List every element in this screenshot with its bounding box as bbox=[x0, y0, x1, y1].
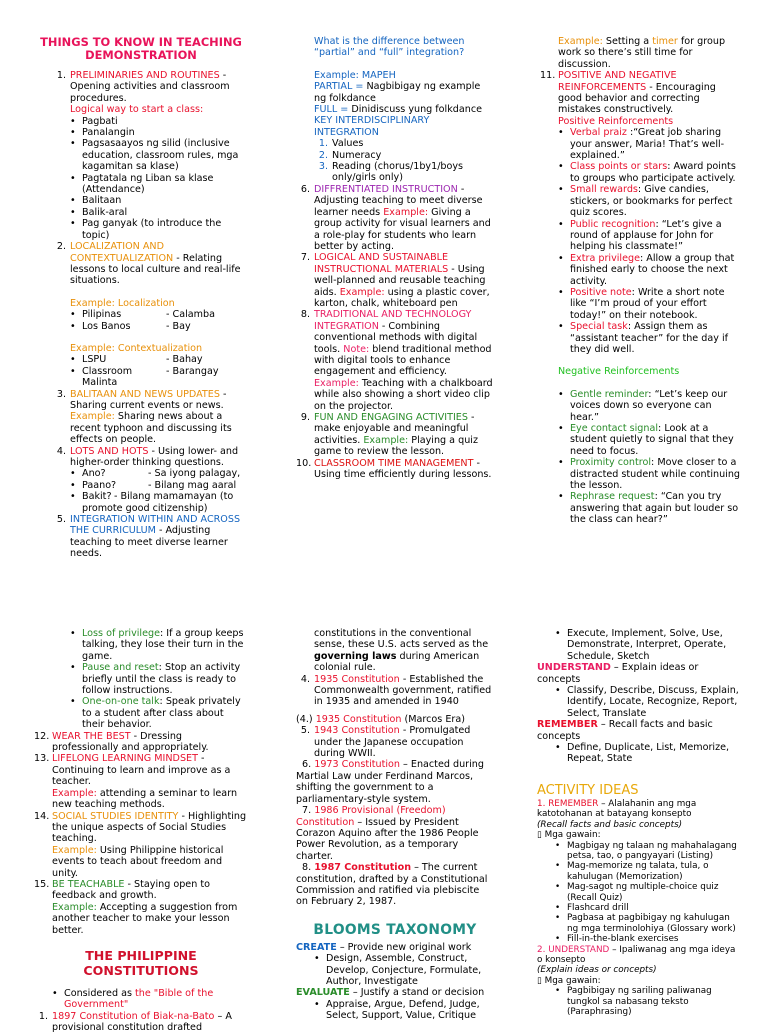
list-item: • Pagbasa at pagbibigay ng kahulugan ng mga terminolohiya (Glossary work) bbox=[555, 913, 742, 934]
item-heading: SOCIAL STUDIES IDENTITY bbox=[52, 810, 179, 822]
list-item: • Ano? - Sa iyong palagay, bbox=[70, 468, 248, 479]
list-item: • Mag-sagot ng multiple-choice quiz (Recall Quiz) bbox=[555, 882, 742, 903]
section-heading: BLOOMS TAXONOMY bbox=[313, 921, 477, 938]
item-heading: LIFELONG LEARNING MINDSET bbox=[52, 753, 198, 765]
page-title: THINGS TO KNOW IN TEACHING DEMONSTRATION bbox=[40, 35, 242, 62]
positive-list bbox=[558, 127, 742, 355]
list-item: • Execute, Implement, Solve, Use, Demonstrate, Interpret, Operate, Schedule, Sketch bbox=[555, 628, 742, 662]
list-item: • Pag ganyak (to introduce the topic) bbox=[70, 218, 248, 241]
negative-list bbox=[558, 389, 742, 526]
col-top-left bbox=[34, 35, 248, 560]
list-item: 1. Values bbox=[318, 138, 364, 150]
tips-list bbox=[52, 70, 248, 560]
item-heading: POSITIVE AND NEGATIVE REINFORCEMENTS bbox=[558, 70, 677, 93]
list-item: • Pause and reset: Stop an activity briefly until the class is ready to follow instructions. bbox=[70, 662, 248, 696]
col-bottom-right: • Execute, Implement, Solve, Use, Demonstrate, Interpret, Operate, Schedule, Sketch UNDERSTAND – Explain ideas or concepts • Classify, Describe, Discuss, Explain, Identify, Locate, Recognize, Report, Select, Translate REMEMBER – Recall facts and basic concepts • Define, Duplicate, List, Memorize, Repeat, State ACTIVITY IDEAS 1. REMEMBER – Alalahanin ang mga katotohanan at batayang konsepto (Recall facts and basic concepts) ▯ Mga gawain: • Magbigay ng talaan ng mahahalagang petsa, tao, o pangyayari (Listing) • Mag-memorize ng talata, tula, o kahulugan (Memorization) • Mag-sagot ng multiple-choice quiz (Recall Quiz) • Flashcard drill • Pagbasa at pagbibigay ng kahulugan ng mga terminolohiya (Glossary work) • Fill-in-the-blank exercises 2. UNDERSTAND – Ipaliwanag ang mga ideya o konsepto (Explain ideas or concepts) ▯ Mga gawain: • Pagbibigay ng sariling paliwanag tungkol sa nabasang teksto (Paraphrasing) bbox=[537, 628, 742, 1024]
section-heading: ACTIVITY IDEAS bbox=[537, 782, 639, 798]
bullet-list bbox=[70, 468, 248, 514]
bullet-list bbox=[70, 309, 248, 332]
list-item: • Magbigay ng talaan ng mahahalagang petsa, tao, o pangyayari (Listing) bbox=[555, 841, 742, 862]
item-subheading: Logical way to start a class: bbox=[70, 104, 204, 116]
item-heading: PRELIMINARIES AND ROUTINES bbox=[70, 70, 220, 81]
list-item: 5. 1943 Constitution - Promulgated under the Japanese occupation during WWII. bbox=[300, 725, 471, 760]
list-item: 12. WEAR THE BEST - Dressing professionally and appropriately. bbox=[34, 730, 209, 754]
list-item: 9. FUN AND ENGAGING ACTIVITIES - make enjoyable and meaningful activities. Example: Playing a quiz game to review the lesson. bbox=[300, 412, 478, 458]
item-heading: WEAR THE BEST bbox=[52, 730, 131, 742]
col-top-right: Example: Setting a timer for group work so there’s still time for discussion. 11. POSITIVE AND NEGATIVE REINFORCEMENTS - Encouraging good behavior and correcting mistakes constructively. Positive Reinforcements • Verbal praiz :“Great job sharing your answer, Maria! That’s well-explained.” • Class points or stars: Award points to groups who participate actively. • Small rewards: Give candies, stickers, or bookmarks for perfect quiz scores. • Public recognition: “Let’s give a round of applause for John for helping his classmate!” • Extra privilege: Allow a group that finished early to choose the next activity. • Positive note: Write a short note like “I’m proud of your effort today!” on their notebook. • Special task: Assign them as “assistant teacher” for the day if they did well. Negative Reinforcements • Gentle reminder: “Let’s keep our voices down so everyone can hear.” • Eye contact signal: Look at a student quietly to signal that they need to focus. • Proximity control: Move closer to a distracted student while continuing the lesson. • Rephrase request: “Can you try answering that again but louder so the class can hear?” bbox=[540, 36, 742, 556]
list-item: 14. SOCIAL STUDIES IDENTITY - Highlighting the unique aspects of Social Studies teaching. Example: Using Philippine historical events to teach about freedom and unity. bbox=[34, 810, 247, 879]
item-heading: FUN AND ENGAGING ACTIVITIES bbox=[314, 412, 468, 423]
list-item: • Design, Assemble, Construct, Develop, Conjecture, Formulate, Author, Investigate bbox=[314, 953, 494, 987]
list-item: • Define, Duplicate, List, Memorize, Repeat, State bbox=[555, 742, 742, 765]
list-item: 8. TRADITIONAL AND TECHNOLOGY INTEGRATION - Combining conventional methods with digital tools. Note: blend traditional method with digital tools to enhance engagement and efficiency. Example: Teaching with a chalkboard while also showing a short video clip on the projector. bbox=[300, 309, 493, 412]
list-item: 1. 1897 Constitution of Biak-na-Bato – A provisional constitution drafted bbox=[38, 1010, 232, 1034]
constitution-list bbox=[296, 674, 494, 708]
tips-list-cont bbox=[34, 731, 248, 936]
list-item: 15. BE TEACHABLE - Staying open to feedback and growth. Example: Accepting a suggestion from another teacher to make your lesson better. bbox=[34, 878, 238, 936]
list-item: • Pagbati bbox=[70, 116, 248, 127]
section-heading: THE PHILIPPINE CONSTITUTIONS bbox=[83, 947, 199, 978]
bullet-list bbox=[537, 986, 742, 1007]
bullet-list bbox=[537, 628, 742, 662]
list-item: • LSPU - Bahay bbox=[70, 354, 248, 365]
list-item: • Pagsasaayos ng silid (inclusive education, classroom rules, mga kagamitan sa klase) bbox=[70, 138, 248, 172]
list-item: • Mag-memorize ng talata, tula, o kahulugan (Memorization) bbox=[555, 861, 742, 882]
item-heading: LOTS AND HOTS bbox=[70, 445, 149, 457]
item-heading: LOCALIZATION AND CONTEXTUALIZATION bbox=[70, 241, 174, 264]
list-item: 2. Numeracy bbox=[318, 149, 382, 161]
list-item: • Eye contact signal: Look at a student quietly to signal that they need to focus. bbox=[558, 423, 742, 457]
list-item: • Gentle reminder: “Let’s keep our voices down so everyone can hear.” bbox=[558, 389, 742, 423]
list-item: 10. CLASSROOM TIME MANAGEMENT - Using time efficiently during lessons. bbox=[296, 457, 492, 481]
item-heading: INTEGRATION WITHIN AND ACROSS THE CURRICULUM bbox=[70, 514, 241, 537]
col-bottom-middle: constitutions in the conventional sense, these U.S. acts served as the governing laws during American colonial rule. 4. 1935 Constitution - Established the Commonwealth government, ratified in 1935 and amended in 1940 (4.) 1935 Constitution (Marcos Era) 5. 1943 Constitution - Promulgated under the Japanese occupation during WWII. 6. 1973 Constitution – Enacted during Martial Law under Ferdinand Marcos, shifting the government to a parliamentary-style system. 7. 1986 Provisional (Freedom) Constitution – Issued by President Corazon Aquino after the 1986 People Power Revolution, as a temporary charter. 8. 1987 Constitution – The current constitution, drafted by a Constitutional Commission and ratified via plebiscite on February 2, 1987. BLOOMS TAXONOMY CREATE – Provide new original work • Design, Assemble, Construct, Develop, Conjecture, Formulate, Author, Investigate EVALUATE – Justify a stand or decision • Appraise, Argue, Defend, Judge, Select, Support, Value, Critique bbox=[296, 628, 494, 1024]
bullet-list bbox=[34, 628, 248, 731]
list-item: • Extra privilege: Allow a group that finished early to choose the next activity. bbox=[558, 253, 742, 287]
list-item: 2. LOCALIZATION AND CONTEXTUALIZATION - Relating lessons to local culture and real-life situations. Example: Localization • Pilipinas - Calamba • Los Banos - Bay Example: Contextualization • LSPU - Bahay • Classroom - Barangay Malinta bbox=[52, 241, 248, 388]
list-item: • Considered as the "Bible of the Government" bbox=[52, 988, 248, 1011]
col-top-middle: What is the difference between “partial” and “full” integration? Example: MAPEH PARTIAL = Nagbibigay ng example ng folkdance FULL = Dinidiscuss yung folkdance KEY INTERDISCIPLINARY INTEGRATION 1. Values 2. Numeracy 3. Reading (chorus/1by1/boys only/girls only) 6. DIFFRENTIATED INSTRUCTION - Adjusting teaching to meet diverse learner needs Example: Giving a group activity for visual learners and a role-play for students who learn better by acting. 7. LOGICAL AND SUSTAINABLE INSTRUCTIONAL MATERIALS - Using well-planned and reusable teaching aids. Example: using a plastic cover, karton, chalk, whiteboard pen 8. TRADITIONAL AND TECHNOLOGY INTEGRATION - Combining conventional methods with digital tools. Note: blend traditional method with digital tools to enhance engagement and efficiency. Example: Teaching with a chalkboard while also showing a short video clip on the projector. 9. FUN AND ENGAGING ACTIVITIES - make enjoyable and meaningful activities. Example: Playing a quiz game to review the lesson. 10. CLASSROOM TIME MANAGEMENT - Using time efficiently during lessons. bbox=[296, 36, 493, 481]
list-item: • Proximity control: Move closer to a distracted student while continuing the lesson. bbox=[558, 457, 742, 491]
list-item: 7. LOGICAL AND SUSTAINABLE INSTRUCTIONAL MATERIALS - Using well-planned and reusable teaching aids. Example: using a plastic cover, karton, chalk, whiteboard pen bbox=[300, 252, 490, 309]
bullet-list bbox=[70, 116, 248, 241]
tips-list-cont bbox=[296, 184, 494, 481]
list-item: • Positive note: Write a short note like “I’m proud of your effort today!” on their notebook. bbox=[558, 287, 742, 321]
constitution-list bbox=[296, 725, 494, 759]
list-item: • Classify, Describe, Discuss, Explain, Identify, Locate, Recognize, Report, Select, Translate bbox=[555, 685, 742, 719]
list-item: • Los Banos - Bay bbox=[70, 321, 248, 332]
col-bottom-left bbox=[34, 628, 248, 1034]
bullet-list bbox=[537, 742, 742, 765]
bullet-list bbox=[70, 354, 248, 388]
item-heading: BALITAAN AND NEWS UPDATES bbox=[70, 388, 220, 400]
list-item: • Paano? - Bilang mag aaral bbox=[70, 480, 248, 491]
list-item: • Balitaan bbox=[70, 195, 248, 206]
list-item: • Flashcard drill bbox=[555, 903, 742, 913]
list-item: 3. BALITAAN AND NEWS UPDATES - Sharing current events or news. Example: Sharing news about a recent typhoon and discussing its effects on people. bbox=[56, 388, 232, 446]
bullet-list bbox=[296, 999, 494, 1022]
list-item: • Special task: Assign them as “assistant teacher” for the day if they did well. bbox=[558, 321, 742, 355]
list-item: • Class points or stars: Award points to groups who participate actively. bbox=[558, 161, 742, 184]
list-item: 5. INTEGRATION WITHIN AND ACROSS THE CURRICULUM - Adjusting teaching to meet diverse learner needs. bbox=[56, 514, 241, 560]
list-item: 3. Reading (chorus/1by1/boys only/girls only) bbox=[318, 161, 464, 184]
list-item: 1. PRELIMINARIES AND ROUTINES - Opening activities and classroom procedures. Logical way to start a class: • Pagbati • Panalangin • Pagsasaayos ng silid (inclusive education, classroom rules, mga kagamitan sa klase) • Pagtatala ng Liban sa klase (Attendance) • Balitaan • Balik-aral • Pag ganyak (to introduce the topic) bbox=[52, 70, 248, 241]
item-heading: LOGICAL AND SUSTAINABLE INSTRUCTIONAL MATERIALS bbox=[314, 252, 449, 275]
list-item: • Verbal praiz :“Great job sharing your answer, Maria! That’s well-explained.” bbox=[558, 127, 742, 161]
list-item: • Small rewards: Give candies, stickers, or bookmarks for perfect quiz scores. bbox=[558, 184, 742, 218]
list-item: 4. 1935 Constitution - Established the Commonwealth government, ratified in 1935 and amended in 1940 bbox=[300, 673, 492, 708]
list-item: • One-on-one talk: Speak privately to a student after class about their behavior. bbox=[70, 696, 248, 730]
list-item: • Classroom - Barangay Malinta bbox=[70, 366, 248, 389]
list-item: 13. LIFELONG LEARNING MINDSET - Continuing to learn and improve as a teacher. Example: attending a seminar to learn new teaching methods. bbox=[34, 753, 238, 811]
list-item: • Pilipinas - Calamba bbox=[70, 309, 248, 320]
bullet-list bbox=[296, 953, 494, 987]
tips-list-cont bbox=[540, 70, 742, 525]
constitution-list bbox=[34, 1011, 248, 1034]
list-item: • Panalangin bbox=[70, 127, 248, 138]
list-item: • Loss of privilege: If a group keeps talking, they lose their turn in the game. bbox=[70, 628, 248, 662]
list-item: • Pagbibigay ng sariling paliwanag tungkol sa nabasang teksto bbox=[555, 986, 742, 1007]
list-item: • Appraise, Argue, Defend, Judge, Select, Support, Value, Critique bbox=[314, 999, 494, 1022]
item-heading: DIFFRENTIATED INSTRUCTION bbox=[314, 183, 458, 195]
list-item: 4. LOTS AND HOTS - Using lower- and higher-order thinking questions. • Ano? - Sa iyong palagay, • Paano? - Bilang mag aaral • Bakit? - Bilang mamamayan (to promote good citizenship) bbox=[52, 446, 248, 514]
list-item: • Balik-aral bbox=[70, 207, 248, 218]
bullet-list bbox=[537, 685, 742, 719]
list-item: 11. POSITIVE AND NEGATIVE REINFORCEMENTS - Encouraging good behavior and correcting mistakes constructively. Positive Reinforcements • Verbal praiz :“Great job sharing your answer, Maria! That’s well-explained.” • Class points or stars: Award points to groups who participate actively. • Small rewards: Give candies, stickers, or bookmarks for perfect quiz scores. • Public recognition: “Let’s give a round of applause for John for helping his classmate!” • Extra privilege: Allow a group that finished early to choose the next activity. • Positive note: Write a short note like “I’m proud of your effort today!” on their notebook. • Special task: Assign them as “assistant teacher” for the day if they did well. Negative Reinforcements • Gentle reminder: “Let’s keep our voices down so everyone can hear.” • Eye contact signal: Look at a student quietly to signal that they need to focus. • Proximity control: Move closer to a distracted student while continuing the lesson. • Rephrase request: “Can you try answering that again but louder so the class can hear?” bbox=[540, 70, 742, 525]
item-heading: CLASSROOM TIME MANAGEMENT bbox=[314, 457, 474, 469]
list-item: • Pagtatala ng Liban sa klase (Attendance) bbox=[70, 173, 248, 196]
list-item: • Bakit? - Bilang mamamayan (to promote good citizenship) bbox=[70, 491, 248, 514]
item-heading: TRADITIONAL AND TECHNOLOGY INTEGRATION bbox=[314, 309, 472, 332]
item-heading: BE TEACHABLE bbox=[52, 878, 125, 890]
bullet-list bbox=[34, 988, 248, 1011]
list-item: 6. DIFFRENTIATED INSTRUCTION - Adjusting teaching to meet diverse learner needs Example: Giving a group activity for visual learners and a role-play for students who learn better by acting. bbox=[300, 183, 491, 252]
list-item: • Public recognition: “Let’s give a round of applause for John for helping his classmate!” bbox=[558, 219, 742, 253]
integration-list bbox=[314, 138, 494, 184]
bullet-list bbox=[537, 841, 742, 945]
list-item: • Fill-in-the-blank exercises bbox=[555, 934, 742, 944]
list-item: • Rephrase request: “Can you try answering that again but louder so the class can hear?” bbox=[558, 491, 742, 525]
